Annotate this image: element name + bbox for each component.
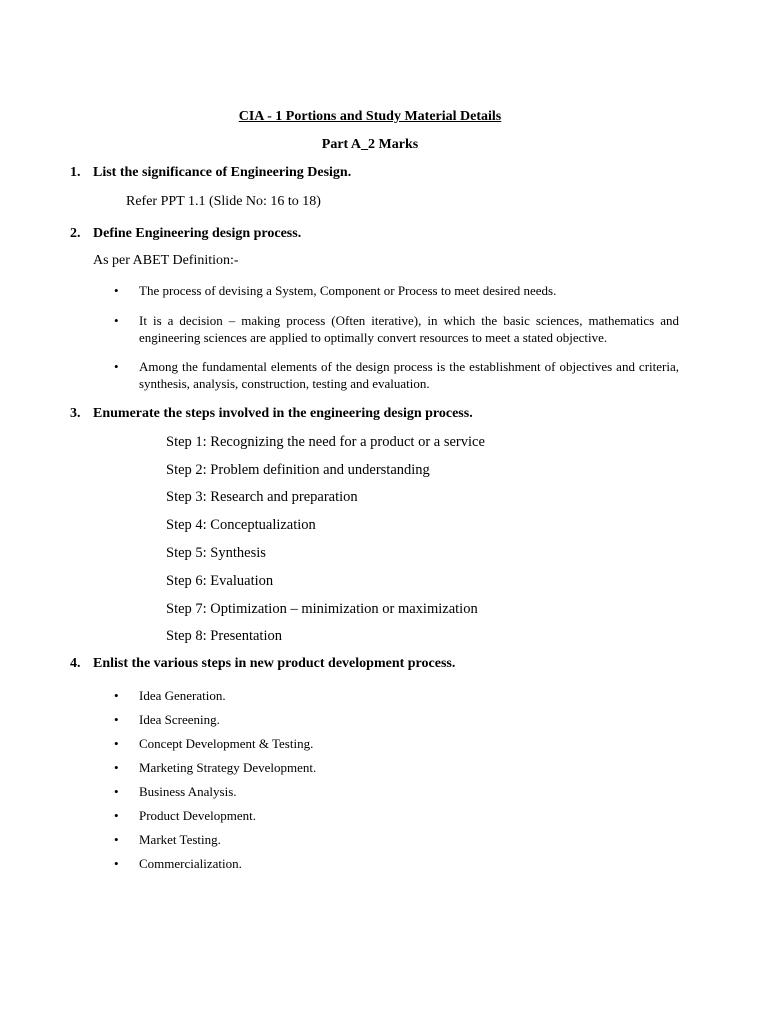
question-4-heading [70,656,455,672]
question-number: 1. [70,165,81,180]
list-item-text: Product Development. [139,808,256,823]
document-title: CIA - 1 Portions and Study Material Details [238,109,502,124]
list-item [114,688,226,704]
list-item [114,808,256,824]
question-number: 3. [70,406,81,421]
list-item-text: Among the fundamental elements of the design process is the establishment of objectives and criteria, synthesis, analysis, construction, testing and evaluation. [139,359,679,391]
section-subtitle: Part A_2 Marks [321,137,419,152]
bullet-icon: • [114,856,119,871]
question-text: List the significance of Engineering Design. [93,165,352,180]
step-item: Step 6: Evaluation [166,573,274,589]
bullet-icon: • [114,808,119,823]
bullet-icon: • [114,784,119,799]
list-item-text: It is a decision – making process (Often iterative), in which the basic sciences, mathematics and engineering sciences are applied to optimally convert resources to meet a stated objective. [139,313,679,345]
step-item: Step 1: Recognizing the need for a product or a service [166,434,485,450]
list-item [114,832,221,848]
bullet-icon: • [114,736,119,751]
question-3-heading [70,406,473,422]
bullet-icon: • [114,313,119,328]
question-2-heading [70,226,301,242]
question-text: Enlist the various steps in new product development process. [93,656,456,671]
list-item [114,784,237,800]
list-item [114,856,242,872]
list-item-text: Commercialization. [139,856,242,871]
list-item-text: The process of devising a System, Component or Process to meet desired needs. [139,283,557,298]
bullet-icon: • [114,688,119,703]
step-item: Step 4: Conceptualization [166,517,316,533]
question-text: Define Engineering design process. [93,226,302,241]
question-2-intro: As per ABET Definition:- [93,253,239,268]
list-item-text: Marketing Strategy Development. [139,760,317,775]
step-item: Step 5: Synthesis [166,545,266,561]
bullet-icon: • [114,283,119,298]
list-item-text: Concept Development & Testing. [139,736,314,751]
question-text: Enumerate the steps involved in the engineering design process. [93,406,473,421]
question-1-answer: Refer PPT 1.1 (Slide No: 16 to 18) [126,194,321,209]
step-item: Step 3: Research and preparation [166,489,358,505]
list-item-text: Market Testing. [139,832,221,847]
step-item: Step 7: Optimization – minimization or maximization [166,601,478,617]
bullet-icon: • [114,760,119,775]
step-item: Step 8: Presentation [166,628,282,644]
list-item [114,760,316,776]
list-item-text: Idea Screening. [139,712,220,727]
bullet-icon: • [114,832,119,847]
list-item [114,736,313,752]
list-item-text: Business Analysis. [139,784,237,799]
question-1-heading [70,165,351,181]
question-number: 4. [70,656,81,671]
list-item [114,712,220,728]
step-item: Step 2: Problem definition and understanding [166,462,430,478]
bullet-icon: • [114,359,119,374]
list-item-text: Idea Generation. [139,688,226,703]
bullet-icon: • [114,712,119,727]
question-number: 2. [70,226,81,241]
